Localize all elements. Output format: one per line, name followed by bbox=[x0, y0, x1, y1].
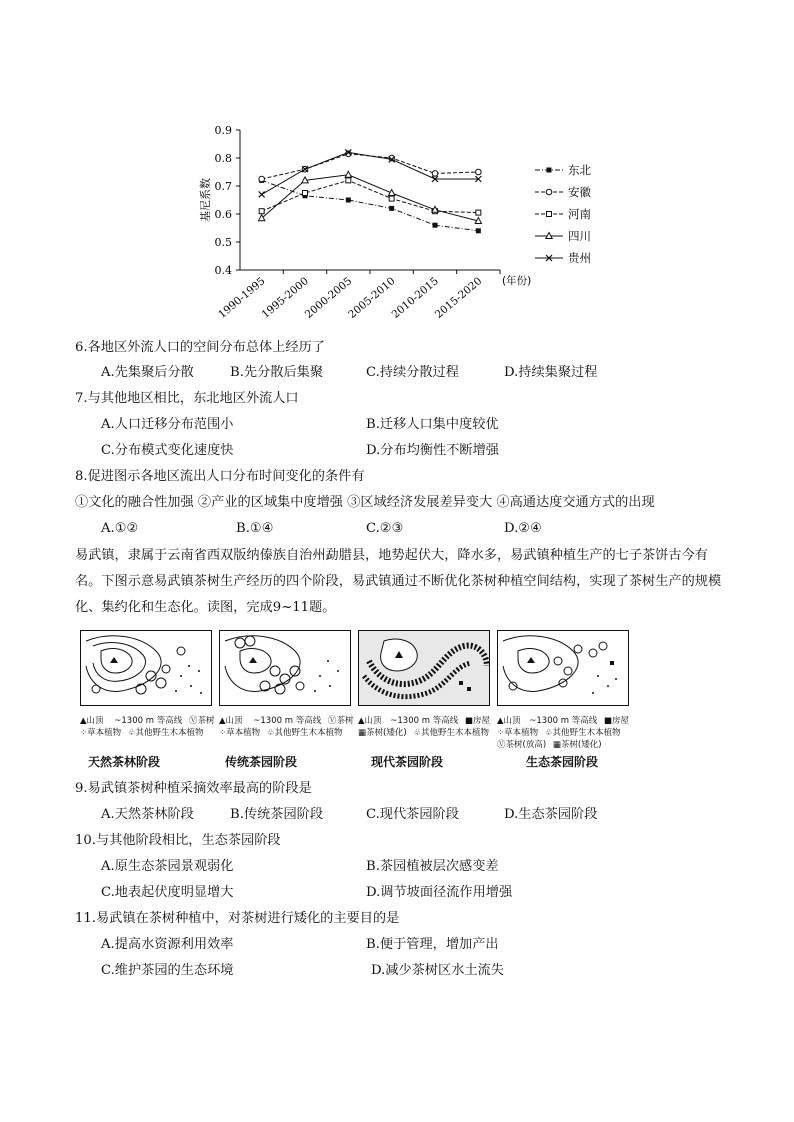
passage-text: 易武镇，隶属于云南省西双版纳傣族自治州勐腊县，地势起伏大，降水多，易武镇种植生产的七子茶饼古今有名。下图示意易武镇茶树生产经历的四个阶段，易武镇通过不断优化茶树种植空间结构，实现了茶树生产的规模化、集约化和生态化。读图，完成9~11题。 bbox=[75, 548, 722, 615]
map-traditional-garden bbox=[219, 630, 351, 706]
data-point bbox=[345, 171, 351, 177]
data-point bbox=[476, 210, 481, 215]
legend-map2: ▲山顶 ~1300 m 等高线 Ⓥ茶树 ⁘草本植物 ♧其他野生木本植物 bbox=[219, 716, 354, 738]
q11-stem: 11.易武镇在茶树种植中，对茶树进行矮化的主要目的是 bbox=[75, 911, 400, 926]
data-point bbox=[259, 209, 264, 214]
y-tick-label: 0.9 bbox=[214, 124, 232, 137]
q10-option-c[interactable]: C.地表起伏度明显增大 bbox=[101, 885, 234, 900]
data-point bbox=[259, 176, 265, 182]
legend-label: 河南 bbox=[568, 207, 591, 221]
peak-icon: ▲ bbox=[80, 716, 87, 726]
data-point bbox=[476, 169, 482, 175]
data-point bbox=[432, 171, 438, 177]
legend-label: 贵州 bbox=[568, 251, 591, 265]
q7-option-c[interactable]: C.分布模式变化速度快 bbox=[101, 443, 234, 458]
house-icon: ■ bbox=[464, 716, 473, 726]
q6-option-b[interactable]: B.先分散后集聚 bbox=[230, 365, 324, 380]
legend-marker bbox=[546, 189, 552, 195]
map-natural-forest bbox=[80, 630, 212, 706]
q10-option-d[interactable]: D.调节坡面径流作用增强 bbox=[366, 885, 513, 900]
legend-label: 东北 bbox=[568, 163, 591, 177]
y-axis-label: 基尼系数 bbox=[199, 178, 212, 222]
q9-option-d[interactable]: D.生态茶园阶段 bbox=[504, 807, 598, 822]
data-point bbox=[346, 198, 351, 203]
legend-map1: ▲山顶 ~1300 m 等高线 Ⓥ茶树 ⁘草本植物 ♧其他野生木本植物 bbox=[80, 716, 215, 738]
stage-label-1: 天然茶林阶段 bbox=[88, 755, 161, 769]
q7-stem: 7.与其他地区相比，东北地区外流人口 bbox=[75, 391, 299, 406]
tea-icon: Ⓥ bbox=[188, 716, 198, 726]
x-axis-label: (年份) bbox=[502, 275, 532, 287]
legend-marker bbox=[547, 168, 552, 173]
woody-plant-icon: ♧ bbox=[127, 728, 136, 738]
stage-label-2: 传统茶园阶段 bbox=[225, 755, 298, 769]
q7-option-d[interactable]: D.分布均衡性不断增强 bbox=[366, 443, 499, 458]
x-tick-label: 2000-2005 bbox=[302, 275, 355, 321]
q6-option-a[interactable]: A.先集聚后分散 bbox=[101, 365, 194, 380]
herb-icon: ⁘ bbox=[80, 728, 88, 738]
map-modern-garden bbox=[358, 630, 490, 706]
data-point bbox=[476, 228, 481, 233]
chart-svg bbox=[185, 118, 625, 330]
q8-option-c[interactable]: C.②③ bbox=[366, 521, 404, 536]
q7-option-a[interactable]: A.人口迁移分布范围小 bbox=[101, 417, 234, 432]
x-tick-label: 1990-1995 bbox=[216, 275, 268, 321]
legend-marker bbox=[547, 212, 552, 217]
q8-option-a[interactable]: A.①② bbox=[101, 521, 139, 536]
q9-stem: 9.易武镇茶树种植采摘效率最高的阶段是 bbox=[75, 781, 312, 796]
data-point bbox=[433, 223, 438, 228]
q11-option-a[interactable]: A.提高水资源利用效率 bbox=[101, 937, 234, 952]
gini-line-chart bbox=[185, 118, 625, 330]
q10-option-b[interactable]: B.茶园植被层次感变差 bbox=[366, 859, 499, 874]
q8-option-d[interactable]: D.②④ bbox=[504, 521, 542, 536]
y-tick-label: 0.5 bbox=[214, 236, 232, 249]
q6-stem: 6.各地区外流人口的空间分布总体上经历了 bbox=[75, 340, 325, 355]
q9-option-b[interactable]: B.传统茶园阶段 bbox=[230, 807, 324, 822]
data-point bbox=[303, 191, 308, 196]
legend-map4: ▲山顶 ~1300 m 等高线 ■房屋 ⁘草本植物 ♧其他野生木本植物 Ⓥ茶树(放高) ▦茶树(矮化) bbox=[497, 716, 629, 750]
q8-option-b[interactable]: B.①④ bbox=[236, 521, 274, 536]
stage-label-4: 生态茶园阶段 bbox=[526, 755, 599, 769]
stage-label-3: 现代茶园阶段 bbox=[371, 755, 444, 769]
q6-option-c[interactable]: C.持续分散过程 bbox=[366, 365, 459, 380]
q11-option-b[interactable]: B.便于管理，增加产出 bbox=[366, 937, 499, 952]
q11-option-d[interactable]: D.减少茶树区水土流失 bbox=[371, 963, 504, 978]
q8-statements: ①文化的融合性加强 ②产业的区域集中度增强 ③区域经济发展差异变大 ④高通达度交通方式的出现 bbox=[75, 495, 655, 510]
series-line-4 bbox=[262, 152, 479, 194]
y-tick-label: 0.7 bbox=[214, 180, 232, 193]
data-point bbox=[389, 196, 394, 201]
series-line-0 bbox=[262, 180, 479, 230]
legend-map3: ▲山顶 ~1300 m 等高线 ■房屋 ▦茶树(矮化) ♧其他野生木本植物 bbox=[358, 716, 490, 738]
q10-option-a[interactable]: A.原生态茶园景观弱化 bbox=[101, 859, 234, 874]
q11-option-c[interactable]: C.维护茶园的生态环境 bbox=[101, 963, 234, 978]
y-tick-label: 0.8 bbox=[214, 152, 232, 165]
legend-label: 四川 bbox=[568, 229, 591, 243]
data-point bbox=[346, 178, 351, 183]
map-ecological-garden bbox=[497, 630, 629, 706]
x-tick-label: 2005-2010 bbox=[346, 275, 398, 321]
series-line-2 bbox=[262, 180, 479, 212]
x-tick-label: 2015-2020 bbox=[432, 275, 485, 321]
q9-option-a[interactable]: A.天然茶林阶段 bbox=[101, 807, 194, 822]
tea-stage-maps bbox=[78, 630, 638, 770]
data-point bbox=[389, 206, 394, 211]
series-line-3 bbox=[262, 175, 479, 221]
q7-option-b[interactable]: B.迁移人口集中度较优 bbox=[366, 417, 499, 432]
x-tick-label: 1995-2000 bbox=[259, 275, 311, 321]
legend-label: 安徽 bbox=[568, 185, 591, 199]
q10-stem: 10.与其他阶段相比，生态茶园阶段 bbox=[75, 833, 281, 848]
y-tick-label: 0.6 bbox=[214, 208, 232, 221]
q9-option-c[interactable]: C.现代茶园阶段 bbox=[366, 807, 459, 822]
y-tick-label: 0.4 bbox=[214, 264, 232, 277]
q6-option-d[interactable]: D.持续集聚过程 bbox=[504, 365, 598, 380]
x-tick-label: 2010-2015 bbox=[389, 275, 441, 321]
q8-stem: 8.促进图示各地区流出人口分布时间变化的条件有 bbox=[75, 469, 365, 484]
